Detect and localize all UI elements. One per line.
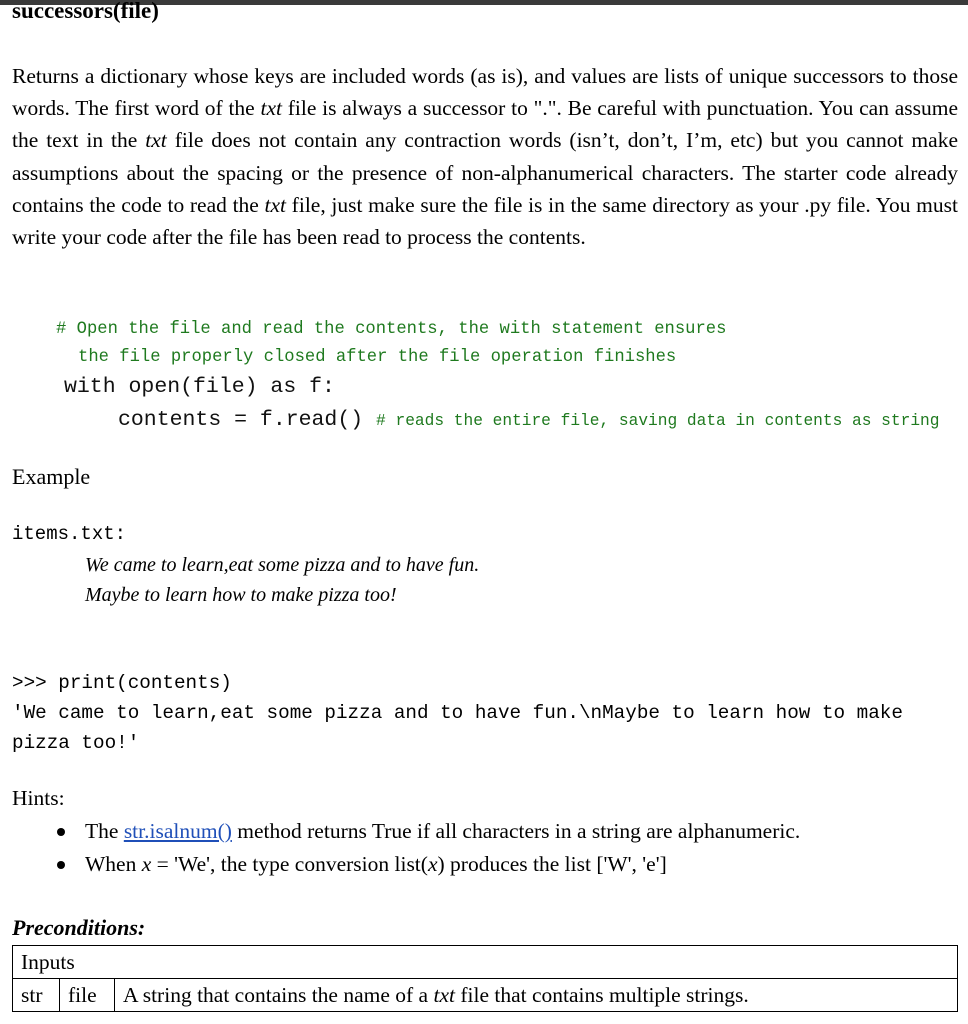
hint-2-part-a: When [85, 852, 142, 876]
param-desc-prefix: A string that contains the name of a [123, 983, 434, 1007]
hint-2-part-c: ) produces the list ['W', 'e'] [437, 852, 667, 876]
param-desc-suffix: file that contains multiple strings. [454, 983, 749, 1007]
hints-heading: Hints: [12, 786, 65, 810]
isalnum-doc-link[interactable]: str.isalnum() [123, 819, 232, 843]
code-read-line [118, 405, 939, 436]
hint-1-prefix: The [85, 819, 124, 843]
table-row [13, 979, 958, 1012]
function-title: successors(file) [12, 0, 159, 23]
inputs-header-cell: Inputs [13, 946, 958, 979]
repl-line-2: 'We came to learn,eat some pizza and to have fun.\nMaybe to learn how to make [12, 702, 903, 724]
repl-output [12, 668, 903, 758]
code-comment-line-2: the file properly closed after the file operation finishes [78, 348, 677, 367]
hint-item-list-conversion [0, 848, 800, 881]
desc-part-3: file does not contain any contraction words (isn’t, don’t, I’m, etc) but you cannot make assumptions about the spacing or the presence of non-alphanumerical characters. The starter code already contains the code to read the [12, 128, 958, 217]
hint-2-var-x: x [141, 852, 152, 876]
desc-txt-3: txt [264, 192, 287, 217]
preconditions-table [12, 945, 958, 1012]
param-desc-cell [115, 979, 958, 1012]
desc-part-1: Returns a dictionary whose keys are included words (as is), and values are lists of unique successors to those words. The first word of the [12, 64, 958, 121]
example-file-label: items.txt: [12, 523, 127, 545]
code-with-statement: with open(file) as f: [64, 375, 335, 399]
code-read-statement: contents = f.read() [118, 408, 364, 432]
example-heading: Example [12, 464, 91, 489]
desc-part-4: file, just make sure the file is in the same directory as your .py file. You must write your code after the file has been read to process the contents. [12, 192, 958, 250]
desc-txt-1: txt [260, 96, 282, 121]
code-comment-line-1: # Open the file and read the contents, the with statement ensures [56, 320, 727, 339]
param-type-cell: str [13, 979, 60, 1012]
function-description [12, 60, 958, 253]
hints-list [0, 815, 800, 881]
hint-item-isalnum [0, 815, 800, 848]
code-read-comment: # reads the entire file, saving data in contents as string [376, 412, 940, 430]
file-line-1: We came to learn,eat some pizza and to have fun. [85, 554, 480, 576]
example-file-contents [85, 550, 479, 610]
hint-2-part-b: = 'We', the type conversion list( [151, 852, 428, 876]
hint-1-suffix: method returns True if all characters in a string are alphanumeric. [231, 819, 801, 843]
desc-txt-2: txt [145, 128, 167, 153]
preconditions-heading: Preconditions: [12, 915, 146, 940]
hint-2-var-x-2: x [427, 852, 438, 876]
file-line-2: Maybe to learn how to make pizza too! [85, 584, 397, 606]
param-name-cell: file [60, 979, 115, 1012]
param-desc-txt: txt [433, 983, 455, 1007]
table-row [13, 946, 958, 979]
repl-line-3: pizza too!' [12, 732, 140, 754]
repl-line-1: >>> print(contents) [12, 672, 232, 694]
desc-part-2: file is always a successor to ".". Be careful with punctuation. You can assume the text in the [12, 96, 958, 153]
